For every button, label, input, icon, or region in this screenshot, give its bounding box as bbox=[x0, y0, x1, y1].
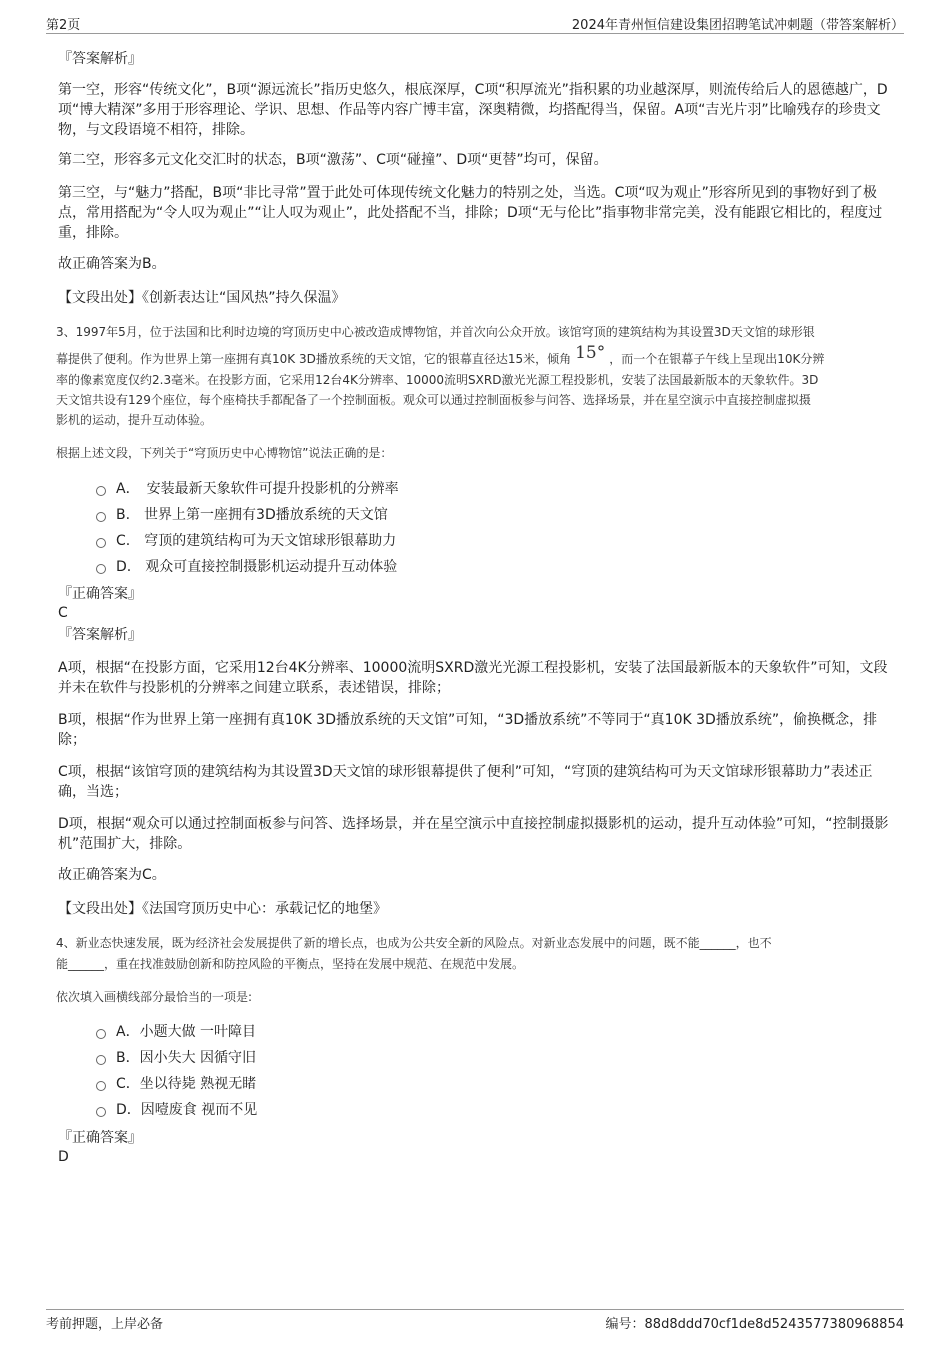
q3-stem-line: 天文馆共设有129个座位，每个座椅扶手都配备了一个控制面板。观众可以通过控制面板参与问答、选择场景，并在星空演示中直接控制虚拟摄 bbox=[56, 393, 811, 407]
q3-analysis-c: C项，根据“该馆穹顶的建筑结构为其设置3D天文馆的球形银幕提供了便利”可知，“穹顶的建筑结构可为天文馆球形银幕助力”表述正确，当选； bbox=[58, 764, 873, 800]
radio-icon[interactable] bbox=[96, 512, 106, 522]
footer-divider bbox=[46, 1309, 904, 1310]
q4-answer-label: 『正确答案』 bbox=[58, 1130, 142, 1146]
q4-prompt: 依次填入画横线部分最恰当的一项是: bbox=[56, 990, 253, 1004]
q3-prompt: 根据上述文段，下列关于“穹顶历史中心博物馆”说法正确的是： bbox=[56, 446, 393, 460]
q2-analysis-blank3: 第三空，与“魅力”搭配，B项“非比寻常”置于此处可体现传统文化魅力的特别之处，当选。C项“叹为观止”形容所见到的事物好到了极点，常用搭配为“令人叹为观止”“让人叹为观止”，此处搭配不当，排除；D项“无与伦比”指事物非常完美，没有能跟它相比的，程度过重，排除。 bbox=[58, 185, 883, 241]
radio-icon[interactable] bbox=[96, 564, 106, 574]
q2-conclusion: 故正确答案为B。 bbox=[58, 256, 166, 272]
q2-analysis-blank2: 第二空，形容多元文化交汇时的状态，B项“激荡”、C项“碰撞”、D项“更替”均可，保留。 bbox=[58, 152, 608, 168]
document-code: 编号：88d8ddd70cf1de8d5243577380968854 bbox=[605, 1317, 904, 1332]
q4-stem-line: 4、新业态快速发展，既为经济社会发展提供了新的增长点，也成为公共安全新的风险点。对新业态发展中的问题，既不能______，也不 bbox=[56, 936, 772, 950]
q4-option-b[interactable]: B．因小失大 因循守旧 bbox=[96, 1048, 256, 1068]
footer-slogan: 考前押题，上岸必备 bbox=[46, 1317, 164, 1332]
q2-source: 【文段出处】《创新表达让“国风热”持久保温》 bbox=[58, 290, 346, 306]
q3-stem-line: 影机的运动，提升互动体验。 bbox=[56, 413, 213, 427]
q4-stem-line: 能______，重在找准鼓励创新和防控风险的平衡点，坚持在发展中规范、在规范中发展。 bbox=[56, 957, 525, 971]
header-divider bbox=[46, 33, 904, 34]
radio-icon[interactable] bbox=[96, 1081, 106, 1091]
document-title: 2024年青州恒信建设集团招聘笔试冲刺题（带答案解析） bbox=[571, 18, 904, 33]
radio-icon[interactable] bbox=[96, 486, 106, 496]
radio-icon[interactable] bbox=[96, 1055, 106, 1065]
tilt-angle: 15° bbox=[575, 343, 606, 363]
q4-option-d[interactable]: D．因噎废食 视而不见 bbox=[96, 1100, 257, 1120]
page-number: 第2页 bbox=[46, 18, 81, 33]
q4-option-a[interactable]: A．小题大做 一叶障目 bbox=[96, 1022, 256, 1042]
q3-stem-text: 幕提供了便利。作为世界上第一座拥有真10K 3D播放系统的天文馆，它的银幕直径达15米，倾角 bbox=[56, 352, 572, 366]
radio-icon[interactable] bbox=[96, 1029, 106, 1039]
q3-option-a[interactable]: A． 安装最新天象软件可提升投影机的分辨率 bbox=[96, 479, 399, 499]
q3-answer-label: 『正确答案』 bbox=[58, 586, 142, 602]
q3-option-c[interactable]: C. 穹顶的建筑结构可为天文馆球形银幕助力 bbox=[96, 531, 396, 551]
q2-analysis-label: 『答案解析』 bbox=[58, 51, 142, 67]
q3-analysis-b: B项，根据“作为世界上第一座拥有真10K 3D播放系统的天文馆”可知，“3D播放系统”不等同于“真10K 3D播放系统”，偷换概念，排除； bbox=[58, 712, 878, 748]
q3-answer: C bbox=[58, 605, 68, 621]
q3-option-d[interactable]: D. 观众可直接控制摄影机运动提升互动体验 bbox=[96, 557, 397, 577]
q3-source: 【文段出处】《法国穹顶历史中心：承载记忆的地堡》 bbox=[58, 901, 387, 917]
q3-stem-text: ，而一个在银幕子午线上呈现出10K分辨 bbox=[609, 352, 825, 366]
q3-analysis-d: D项，根据“观众可以通过控制面板参与问答、选择场景，并在星空演示中直接控制虚拟摄影机的运动，提升互动体验”可知，“控制摄影机”范围扩大，排除。 bbox=[58, 816, 889, 852]
q3-analysis-a: A项，根据“在投影方面，它采用12台4K分辨率、10000流明SXRD激光光源工程投影机，安装了法国最新版本的天象软件”可知，文段并未在软件与投影机的分辨率之间建立联系，表述错误，排除； bbox=[58, 660, 888, 696]
radio-icon[interactable] bbox=[96, 1107, 106, 1117]
q2-analysis-blank1: 第一空，形容“传统文化”，B项“源远流长”指历史悠久，根底深厚，C项“积厚流光”指积累的功业越深厚，则流传给后人的恩德越广，D项“博大精深”多用于形容理论、学识、思想、作品等内容广博丰富，深奥精微，均搭配得当，保留。A项“吉光片羽”比喻残存的珍贵文物，与文段语境不相符，排除。 bbox=[58, 82, 888, 138]
q3-conclusion: 故正确答案为C。 bbox=[58, 867, 166, 883]
q3-stem-line: 率的像素宽度仅约2.3毫米。在投影方面，它采用12台4K分辨率、10000流明SXRD激光光源工程投影机，安装了法国最新版本的天象软件。3D bbox=[56, 373, 819, 387]
q4-answer: D bbox=[58, 1149, 69, 1165]
q3-option-b[interactable]: B. 世界上第一座拥有3D播放系统的天文馆 bbox=[96, 505, 388, 525]
radio-icon[interactable] bbox=[96, 538, 106, 548]
q3-stem-line bbox=[56, 343, 825, 369]
q4-option-c[interactable]: C．坐以待毙 熟视无睹 bbox=[96, 1074, 256, 1094]
q3-stem-line: 3、1997年5月，位于法国和比利时边境的穹顶历史中心被改造成博物馆，并首次向公众开放。该馆穹顶的建筑结构为其设置3D天文馆的球形银 bbox=[56, 325, 815, 339]
q3-analysis-label: 『答案解析』 bbox=[58, 627, 142, 643]
